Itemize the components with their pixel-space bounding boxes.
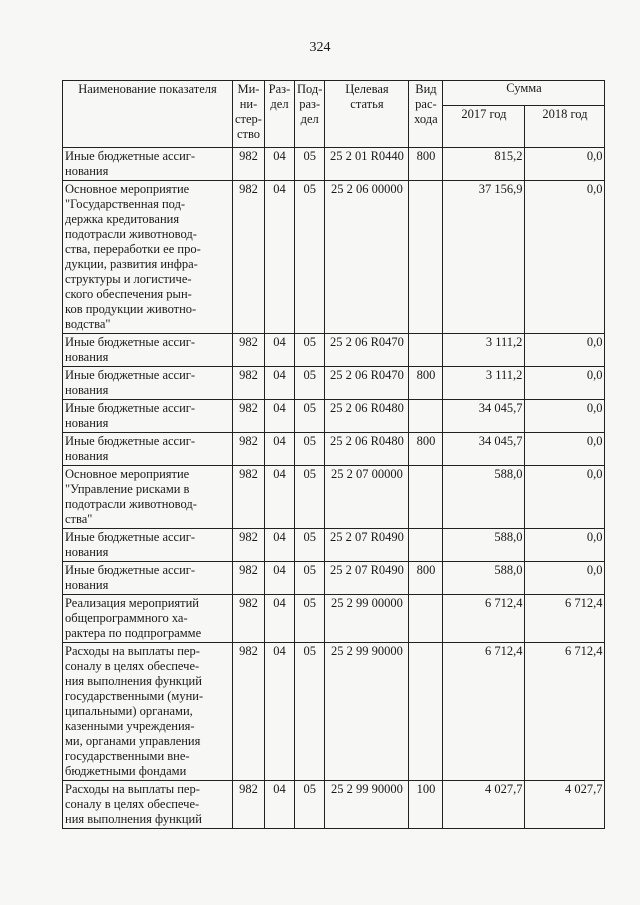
subsection-code: 05 (294, 643, 324, 781)
target-article-code: 25 2 07 R0490 (325, 529, 409, 562)
section-code: 04 (264, 595, 294, 643)
subsection-code: 05 (294, 562, 324, 595)
section-code: 04 (264, 148, 294, 181)
target-article-code: 25 2 06 R0470 (325, 334, 409, 367)
target-article-code: 25 2 06 R0480 (325, 433, 409, 466)
ministry-code: 982 (233, 529, 265, 562)
indicator-name: Иные бюджетные ассиг- нования (63, 148, 233, 181)
subsection-code: 05 (294, 334, 324, 367)
expense-type-code: 800 (409, 562, 443, 595)
subsection-code: 05 (294, 433, 324, 466)
table-row (63, 529, 605, 562)
subsection-code: 05 (294, 148, 324, 181)
indicator-name: Иные бюджетные ассиг- нования (63, 367, 233, 400)
header-section: Раз- дел (264, 81, 294, 148)
target-article-code: 25 2 99 90000 (325, 643, 409, 781)
table-row (63, 433, 605, 466)
header-year-2018: 2018 год (525, 106, 605, 148)
expense-type-code (409, 334, 443, 367)
header-ministry: Ми- ни- стер- ство (233, 81, 265, 148)
ministry-code: 982 (233, 781, 265, 829)
subsection-code: 05 (294, 181, 324, 334)
sum-2018: 6 712,4 (525, 595, 605, 643)
target-article-code: 25 2 07 00000 (325, 466, 409, 529)
ministry-code: 982 (233, 367, 265, 400)
sum-2017: 34 045,7 (443, 400, 525, 433)
expense-type-code: 100 (409, 781, 443, 829)
subsection-code: 05 (294, 529, 324, 562)
table-row (63, 400, 605, 433)
target-article-code: 25 2 07 R0490 (325, 562, 409, 595)
indicator-name: Основное мероприятие "Управление рисками в подотрасли животновод- ства" (63, 466, 233, 529)
sum-2018: 0,0 (525, 181, 605, 334)
table-row (63, 466, 605, 529)
sum-2017: 815,2 (443, 148, 525, 181)
ministry-code: 982 (233, 181, 265, 334)
indicator-name: Иные бюджетные ассиг- нования (63, 529, 233, 562)
target-article-code: 25 2 06 00000 (325, 181, 409, 334)
target-article-code: 25 2 01 R0440 (325, 148, 409, 181)
sum-2017: 3 111,2 (443, 367, 525, 400)
target-article-code: 25 2 06 R0470 (325, 367, 409, 400)
sum-2017: 588,0 (443, 529, 525, 562)
section-code: 04 (264, 529, 294, 562)
indicator-name: Иные бюджетные ассиг- нования (63, 400, 233, 433)
section-code: 04 (264, 400, 294, 433)
sum-2017: 4 027,7 (443, 781, 525, 829)
table-row (63, 562, 605, 595)
table-row (63, 334, 605, 367)
subsection-code: 05 (294, 400, 324, 433)
section-code: 04 (264, 781, 294, 829)
indicator-name: Иные бюджетные ассиг- нования (63, 334, 233, 367)
indicator-name: Основное мероприятие "Государственная под- держка кредитования подотрасли животновод- ства, переработки ее про- дукции, развития инфра- структуры и логистиче- ского обеспечения рын- ков продукции животно- водства" (63, 181, 233, 334)
target-article-code: 25 2 99 00000 (325, 595, 409, 643)
header-expense-type: Вид рас- хода (409, 81, 443, 148)
subsection-code: 05 (294, 781, 324, 829)
ministry-code: 982 (233, 400, 265, 433)
indicator-name: Расходы на выплаты пер- соналу в целях обеспече- ния выполнения функций государственными (муни- ципальными) органами, казенными учреждения- ми, органами управления государственными вне- бюджетными фондами (63, 643, 233, 781)
sum-2017: 588,0 (443, 562, 525, 595)
sum-2017: 34 045,7 (443, 433, 525, 466)
header-name: Наименование показателя (63, 81, 233, 148)
page-number: 324 (309, 40, 331, 55)
target-article-code: 25 2 99 90000 (325, 781, 409, 829)
expense-type-code: 800 (409, 433, 443, 466)
target-article-code: 25 2 06 R0480 (325, 400, 409, 433)
table-row (63, 148, 605, 181)
expense-type-code (409, 400, 443, 433)
section-code: 04 (264, 334, 294, 367)
sum-2018: 0,0 (525, 367, 605, 400)
sum-2018: 0,0 (525, 433, 605, 466)
table-row (63, 781, 605, 829)
section-code: 04 (264, 562, 294, 595)
ministry-code: 982 (233, 334, 265, 367)
table-header (63, 81, 605, 148)
section-code: 04 (264, 181, 294, 334)
sum-2017: 588,0 (443, 466, 525, 529)
ministry-code: 982 (233, 643, 265, 781)
header-target-article: Целевая статья (325, 81, 409, 148)
section-code: 04 (264, 433, 294, 466)
sum-2017: 6 712,4 (443, 643, 525, 781)
subsection-code: 05 (294, 466, 324, 529)
indicator-name: Реализация мероприятий общепрограммного ха- рактера по подпрограмме (63, 595, 233, 643)
sum-2017: 37 156,9 (443, 181, 525, 334)
sum-2018: 4 027,7 (525, 781, 605, 829)
header-year-2017: 2017 год (443, 106, 525, 148)
expense-type-code (409, 181, 443, 334)
section-code: 04 (264, 367, 294, 400)
ministry-code: 982 (233, 562, 265, 595)
sum-2018: 0,0 (525, 334, 605, 367)
expense-type-code (409, 529, 443, 562)
expense-type-code (409, 466, 443, 529)
section-code: 04 (264, 643, 294, 781)
expense-type-code: 800 (409, 148, 443, 181)
subsection-code: 05 (294, 367, 324, 400)
expense-type-code (409, 643, 443, 781)
budget-table (62, 80, 605, 829)
expense-type-code (409, 595, 443, 643)
sum-2018: 0,0 (525, 562, 605, 595)
indicator-name: Расходы на выплаты пер- соналу в целях обеспече- ния выполнения функций (63, 781, 233, 829)
ministry-code: 982 (233, 466, 265, 529)
ministry-code: 982 (233, 595, 265, 643)
ministry-code: 982 (233, 148, 265, 181)
table-row (63, 367, 605, 400)
table-row (63, 643, 605, 781)
table-row (63, 181, 605, 334)
table-body (63, 148, 605, 829)
sum-2018: 6 712,4 (525, 643, 605, 781)
sum-2018: 0,0 (525, 400, 605, 433)
sum-2018: 0,0 (525, 148, 605, 181)
sum-2017: 3 111,2 (443, 334, 525, 367)
sum-2018: 0,0 (525, 466, 605, 529)
indicator-name: Иные бюджетные ассиг- нования (63, 562, 233, 595)
header-subsection: Под- раз- дел (294, 81, 324, 148)
indicator-name: Иные бюджетные ассиг- нования (63, 433, 233, 466)
ministry-code: 982 (233, 433, 265, 466)
table-row (63, 595, 605, 643)
subsection-code: 05 (294, 595, 324, 643)
section-code: 04 (264, 466, 294, 529)
expense-type-code: 800 (409, 367, 443, 400)
sum-2017: 6 712,4 (443, 595, 525, 643)
sum-2018: 0,0 (525, 529, 605, 562)
header-sum: Сумма (443, 81, 605, 106)
